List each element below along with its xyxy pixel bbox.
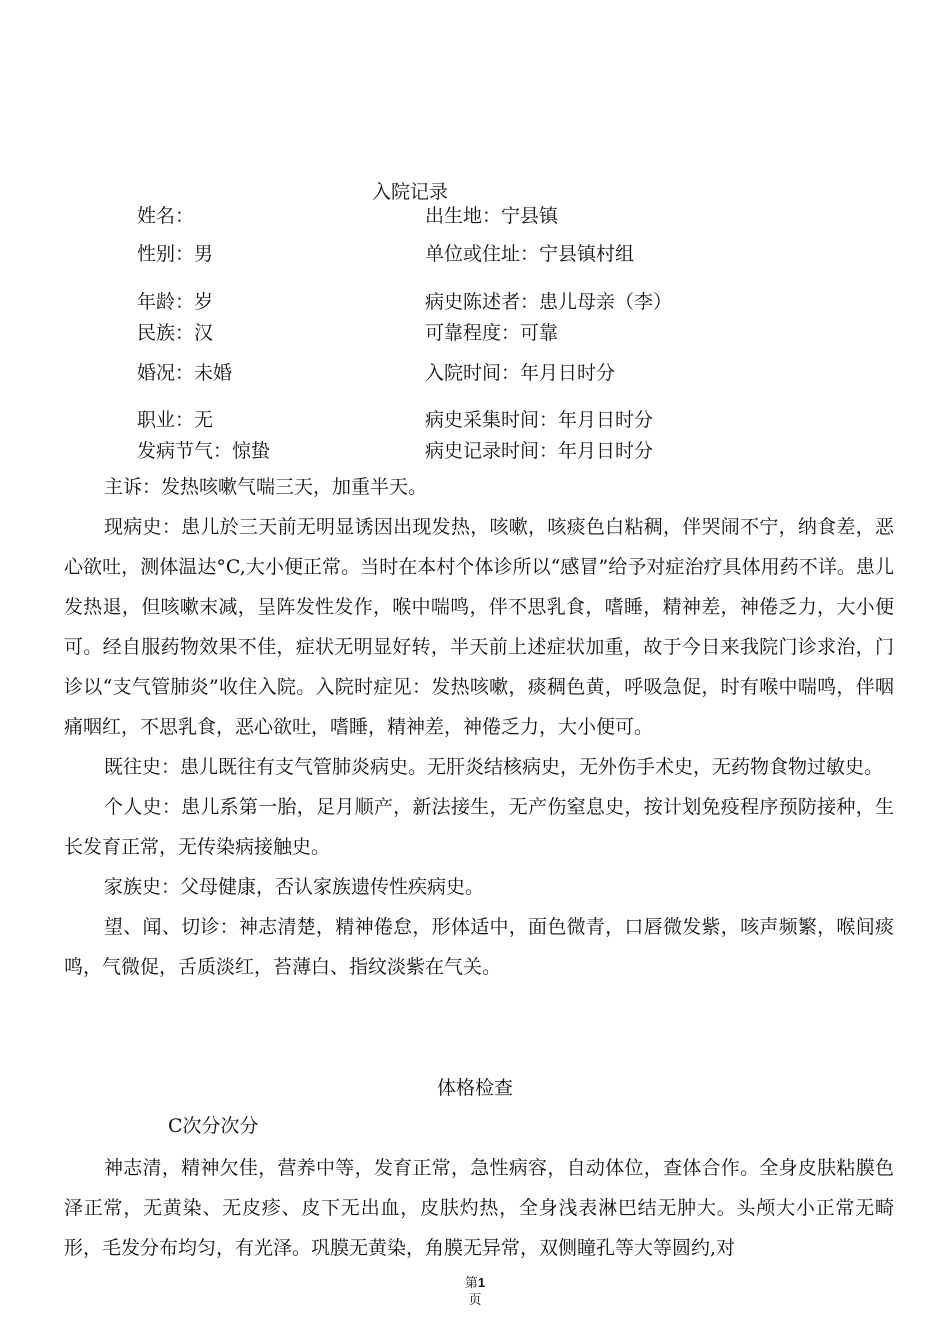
physical-exam-block (64, 1148, 894, 1268)
tcm-exam: 望、闻、切诊：神志清楚，精神倦怠，形体适中，面色微青，口唇微发紫，咳声频繁，喉间痰鸣，气微促，舌质淡红，苔薄白、指纹淡紫在气关。 (64, 916, 894, 978)
page-number: 1 (477, 1275, 486, 1290)
vitals-line: C次分次分 (168, 1115, 259, 1137)
field-record-time: 病史记录时间：年月日时分 (425, 440, 654, 462)
field-gender: 性别：男 (137, 243, 214, 265)
present-illness: 现病史：患儿於三天前无明显诱因出现发热，咳嗽，咳痰色白粘稠，伴哭闹不宁，纳食差，恶心欲吐，测体温达°C,大小便正常。当时在本村个体诊所以“感冒”给予对症治疗具体用药不详。患儿发热退，但咳嗽末减，呈阵发性发作，喉中喘鸣，伴不思乳食，嗜睡，精神差，神倦乏力，大小便可。经自服药物效果不佳，症状无明显好转，半天前上述症状加重，故于今日来我院门诊求治，门诊以“支气管肺炎”收住入院。入院时症见：发热咳嗽，痰稠色黄，呼吸急促，时有喉中喘鸣，伴咽痛咽红，不思乳食，恶心欲吐，嗜睡，精神差，神倦乏力，大小便可。 (64, 516, 894, 738)
field-reliability: 可靠程度：可靠 (425, 322, 559, 344)
document-title: 入院记录 (371, 181, 448, 203)
page-prefix: 第 (464, 1275, 478, 1290)
page-footer (0, 1274, 950, 1308)
field-age: 年龄：岁 (137, 291, 214, 313)
field-name: 姓名： (137, 205, 195, 227)
family-history: 家族史：父母健康，否认家族遗传性疾病史。 (104, 876, 485, 898)
field-solar-term: 发病节气：惊蛰 (137, 440, 271, 462)
history-block (64, 507, 894, 987)
field-narrator: 病史陈述者：患儿母亲（李） (425, 291, 673, 313)
field-marital: 婚况：未婚 (137, 362, 233, 384)
chief-complaint: 主诉：发热咳嗽气喘三天，加重半天。 (104, 476, 428, 498)
past-history: 既往史：患儿既往有支气管肺炎病史。无肝炎结核病史，无外伤手术史，无药物食物过敏史。 (104, 756, 884, 778)
field-ethnicity: 民族：汉 (137, 322, 214, 344)
page-suffix: 页 (468, 1292, 482, 1307)
personal-history: 个人史：患儿系第一胎，足月顺产，新法接生，无产伤窒息史，按计划免疫程序预防接种，生长发育正常，无传染病接触史。 (64, 796, 894, 858)
physical-exam: 神志清，精神欠佳，营养中等，发育正常，急性病容，自动体位，查体合作。全身皮肤粘膜色泽正常，无黄染、无皮疹、皮下无出血，皮肤灼热，全身浅表淋巴结无肿大。头颅大小正常无畸形，毛发分布均匀，有光泽。巩膜无黄染，角膜无异常，双侧瞳孔等大等圆约,对 (64, 1157, 894, 1259)
field-collect-time: 病史采集时间：年月日时分 (425, 409, 654, 431)
section-title: 体格检查 (436, 1077, 513, 1099)
field-admit-time: 入院时间：年月日时分 (425, 362, 616, 384)
field-birthplace: 出生地：宁县镇 (425, 205, 559, 227)
field-address: 单位或住址：宁县镇村组 (425, 243, 635, 265)
field-occupation: 职业：无 (137, 409, 214, 431)
